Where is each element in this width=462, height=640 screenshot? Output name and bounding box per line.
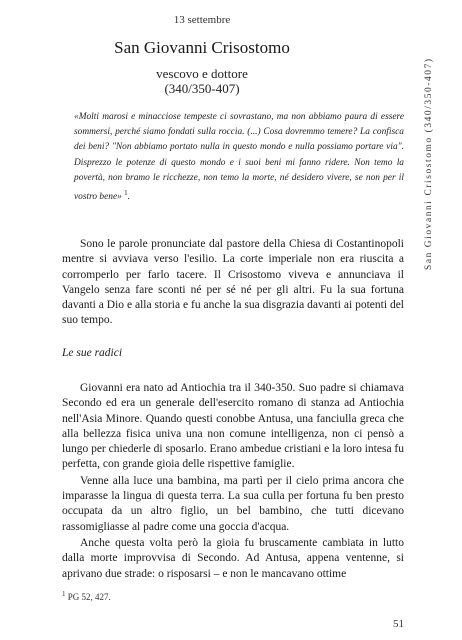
running-head <box>420 15 436 270</box>
section-body <box>62 381 404 582</box>
subtitle-dates: (340/350-407) <box>164 81 240 96</box>
chapter-subtitle <box>0 66 404 96</box>
chapter-title: San Giovanni Crisostomo <box>114 38 290 57</box>
epigraph-text: «Molti marosi e minacciose tempeste ci sovrastano, ma non abbiamo paura di essere sommersi, perché siamo fondati sulla roccia. (...) Cosa dovremmo temere? La confisca dei beni? "Non abbiamo portato nulla in questo mondo e nulla possiamo portare via". Disprezzo le potenze di questo mondo e i suoi beni mi fanno ridere. Non temo la povertà, non bramo le ricchezze, non temo la morte, né desidero vivere, se non per il vostro bene» <box>74 112 404 203</box>
body-paragraph: Giovanni era nato ad Antiochia tra il 340-350. Suo padre si chiamava Secondo ed era un generale dell'esercito romano di stanza ad Antiochia nell'Asia Minore. Quando questi conobbe Antusa, una fanciulla greca che alla bellezza fisica univa una non comune intelligenza, non ci pensò a lungo per chiederle di sposarlo. Erano ambedue cristiani e la loro intesa fu perfetta, con grande gioia delle rispettive famiglie. <box>62 382 405 471</box>
intro-text <box>62 237 404 329</box>
footnote-text: PG 52, 427. <box>67 592 111 602</box>
page-number: 51 <box>393 618 404 630</box>
section-heading: Le sue radici <box>62 347 123 359</box>
subtitle-role: vescovo e dottore <box>156 66 248 81</box>
epigraph-end: . <box>127 192 131 203</box>
body-paragraph: Anche questa volta però la gioia fu bruscamente cambiata in lutto dalla morte improvvisa di Secondo. Ad Antusa, appena ventenne, si aprivano due strade: o risposarsi – e non le mancavano ottime <box>62 536 404 580</box>
body-paragraph: Venne alla luce una bambina, ma partì per il cielo prima ancora che imparasse la lingua di questa terra. La sua culla per fortuna fu ben presto occupata da un altro figlio, un bel bambino, che tutti dicevano rassomigliasse al padre come una goccia d'acqua. <box>62 474 404 533</box>
footnote-number: 1 <box>62 590 66 598</box>
epigraph-quote <box>74 110 404 205</box>
intro-paragraph: Sono le parole pronunciate dal pastore della Chiesa di Costantinopoli mentre si avviava verso l'esilio. La corte imperiale non era riuscita a corromperlo per farlo tacere. Il Crisostomo viveva e annunciava il Vangelo senza fare sconti né per sé né per gli altri. Fu la sua fortuna davanti a Dio e alla storia e fu anche la sua disgrazia davanti ai potenti del suo tempo. <box>62 238 404 327</box>
page-header-date: 13 settembre <box>173 14 231 26</box>
footnote <box>62 590 111 602</box>
footnote-ref: 1 <box>124 189 128 198</box>
running-head-text: San Giovanni Crisostomo (340/350-407) <box>424 57 434 270</box>
